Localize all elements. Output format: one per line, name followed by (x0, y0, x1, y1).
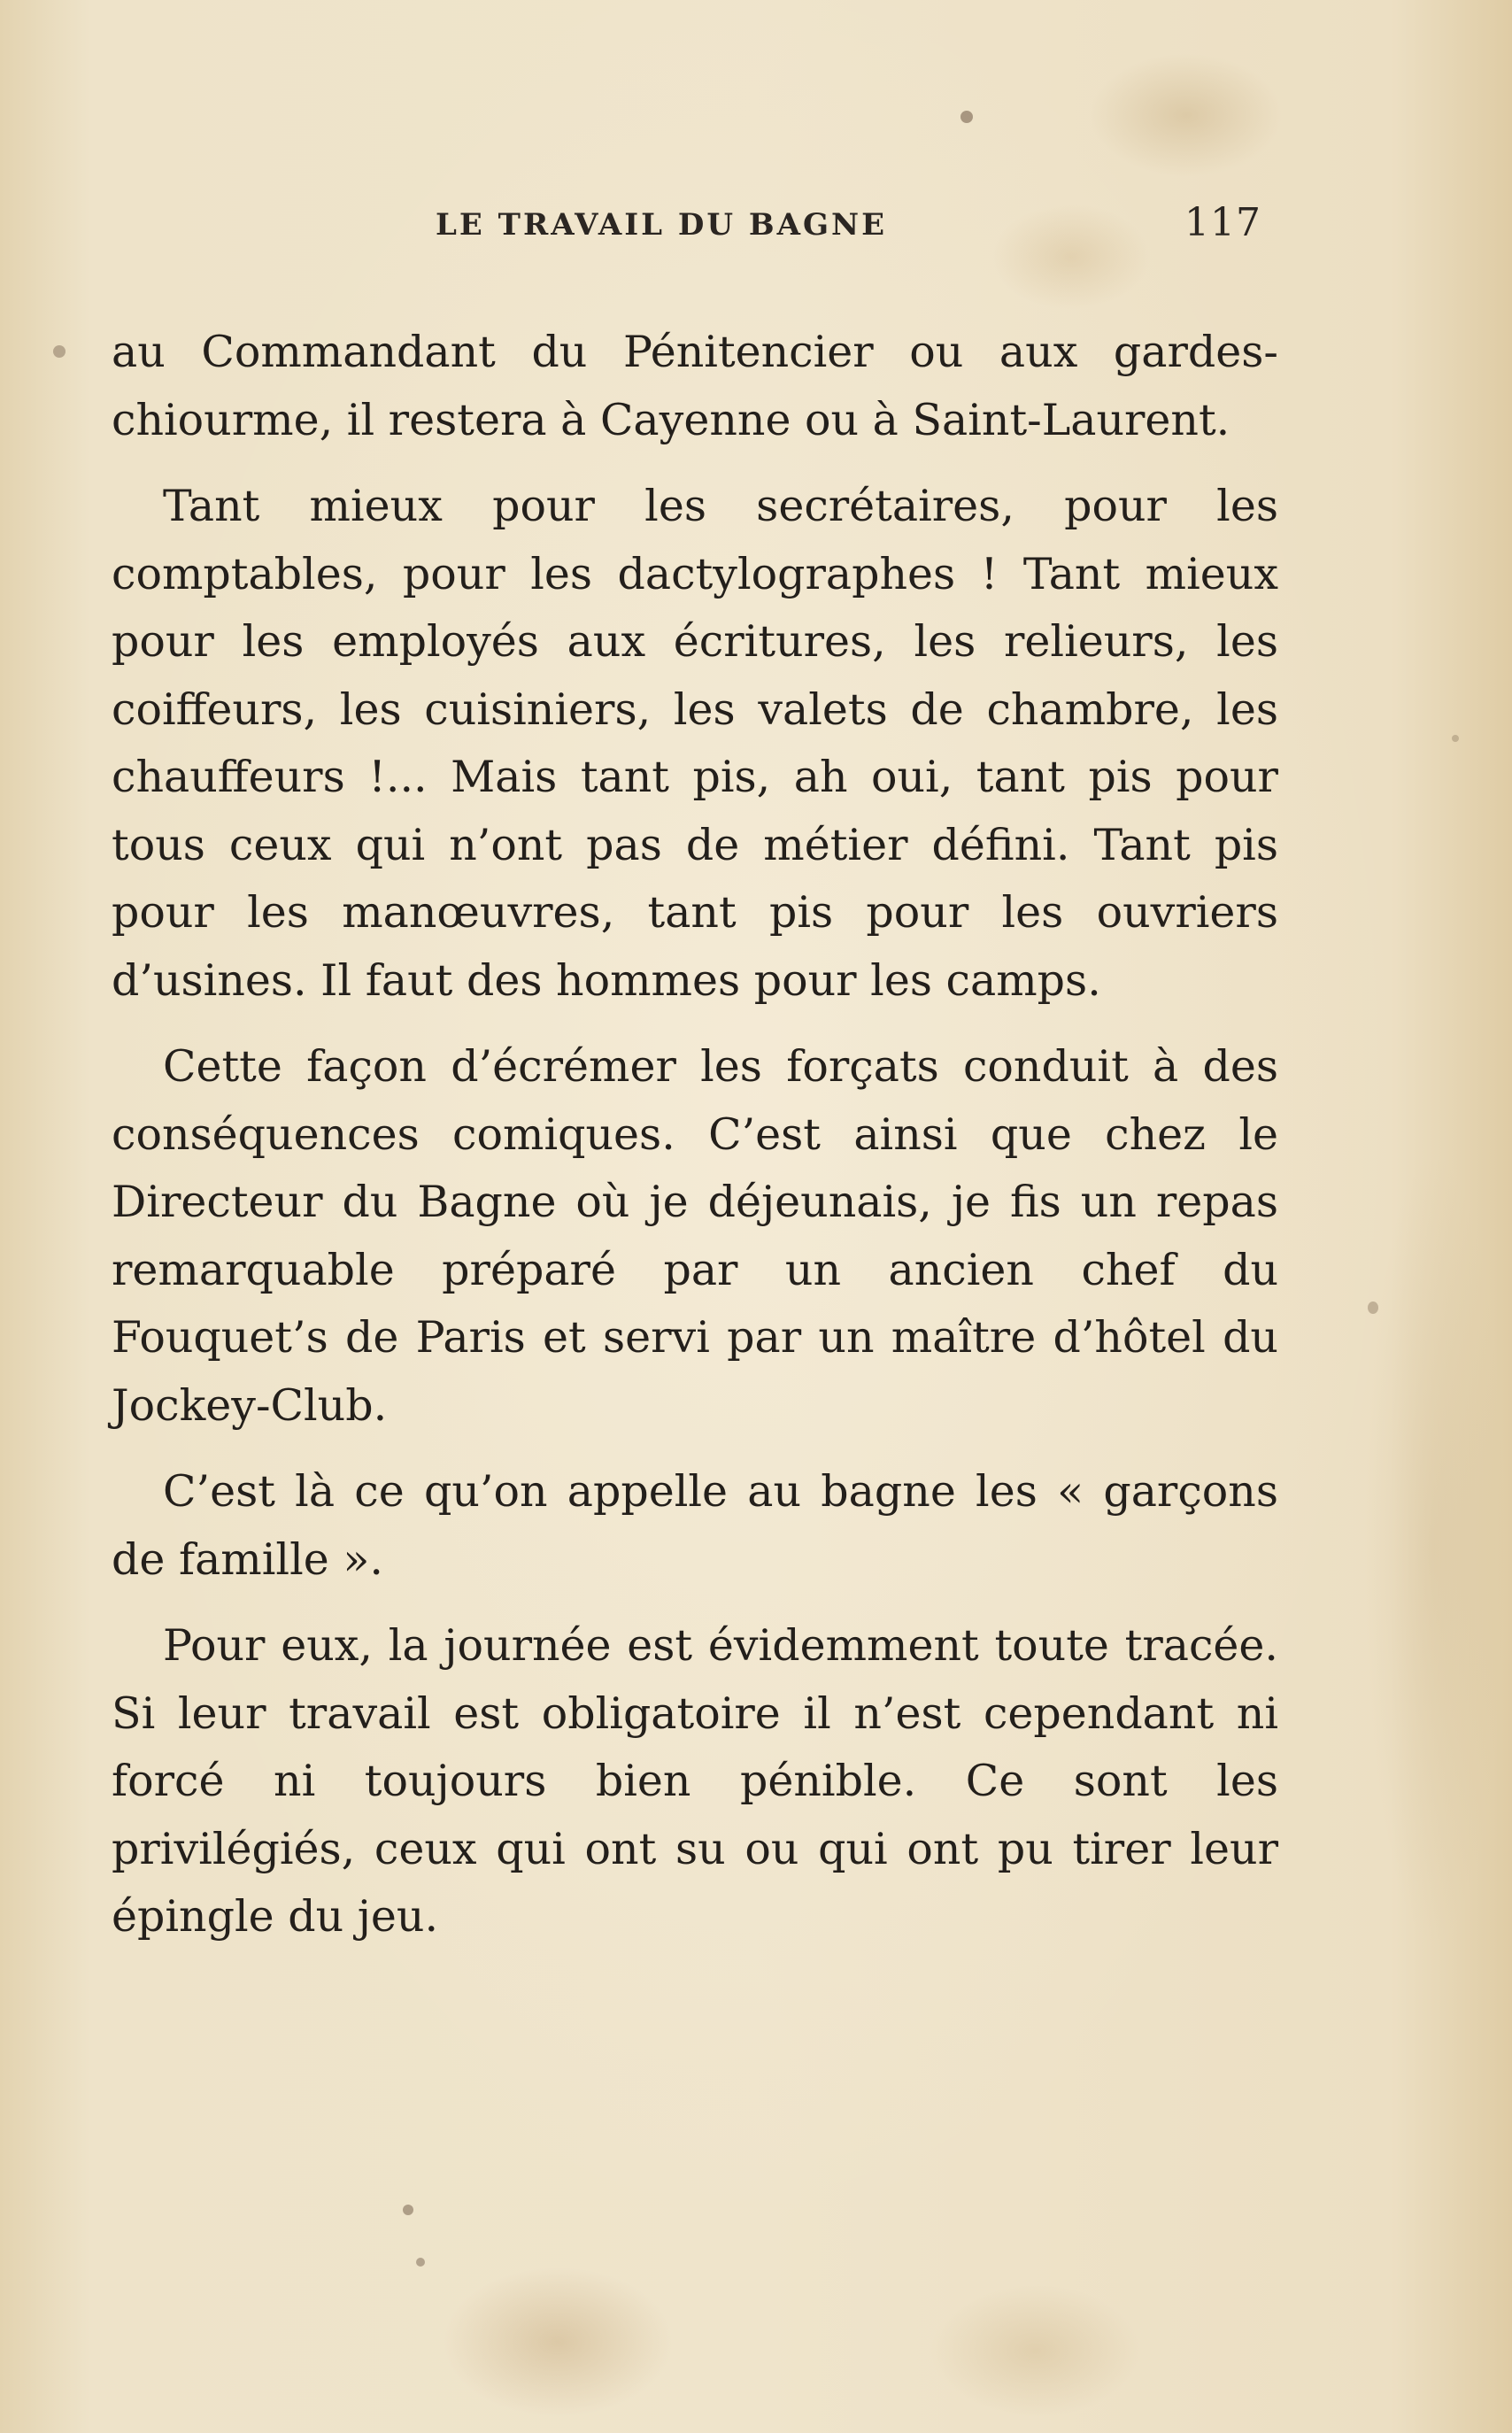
foxing-dot (1368, 1301, 1378, 1314)
foxing-dot (53, 345, 66, 358)
foxing-dot (416, 2258, 425, 2267)
paragraph: Pour eux, la journée est évidemment toute tracée. Si leur travail est obligatoire il n’est cependant ni forcé ni toujours bien pénible. Ce sont les privilégiés, ceux qui ont su ou qui ont pu tirer leur épingle du jeu. (112, 1620, 1278, 1942)
body-text (112, 319, 1278, 1970)
running-title: LE TRAVAIL DU BAGNE (436, 207, 888, 243)
page-number: 117 (1184, 200, 1261, 245)
foxing-stain (930, 2284, 1142, 2417)
paragraph: Tant mieux pour les secrétaires, pour les comptables, pour les dactylographes ! Tant mieux pour les employés aux écritures, les relieurs, les coiffeurs, les cuisiniers, les valets de chambre, les chauffeurs !... Mais tant pis, ah oui, tant pis pour tous ceux qui n’ont pas de métier défini. Tant pis pour les manœuvres, tant pis pour les ouvriers d’usines. Il faut des hommes pour les camps. (112, 481, 1278, 1006)
foxing-stain (1089, 53, 1284, 177)
foxing-dot (403, 2205, 413, 2215)
foxing-dot (1452, 735, 1459, 742)
paragraph: Cette façon d’écrémer les forçats conduit à des conséquences comiques. C’est ainsi que chez le Directeur du Bagne où je déjeunais, je fis un repas remarquable préparé par un ancien chef du Fouquet’s de Paris et servi par un maître d’hôtel du Jockey-Club. (112, 1041, 1278, 1431)
paragraph-continuation: au Commandant du Pénitencier ou aux gardes-chiourme, il restera à Cayenne ou à Saint-Laurent. (112, 327, 1278, 445)
foxing-stain (443, 2267, 673, 2417)
foxing-stain (1363, 1151, 1505, 1948)
running-head (106, 197, 1261, 250)
paragraph: C’est là ce qu’on appelle au bagne les « garçons de famille ». (112, 1466, 1278, 1585)
foxing-dot (960, 111, 973, 123)
